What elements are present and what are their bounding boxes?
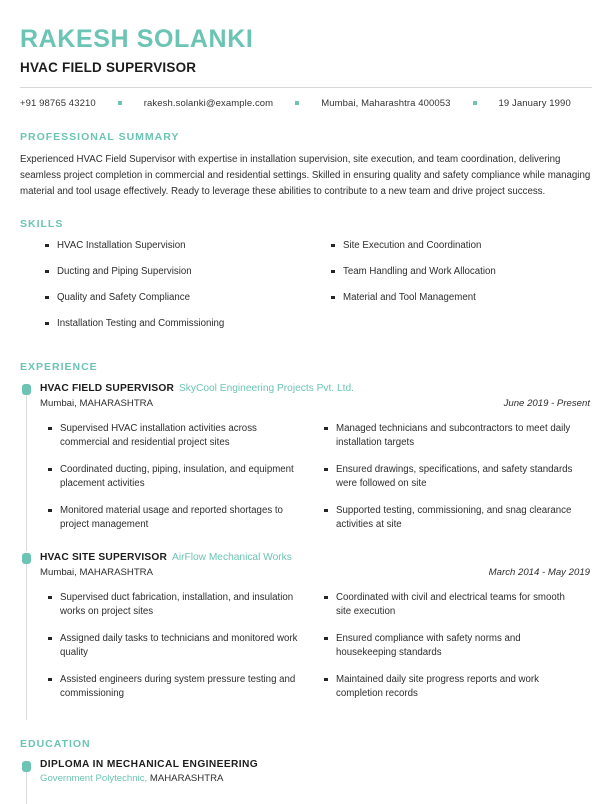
experience-timeline	[20, 382, 592, 720]
contact-email[interactable]: rakesh.solanki@example.com	[143, 97, 274, 109]
contact-row	[20, 98, 592, 113]
section-title-professional-summary: PROFESSIONAL SUMMARY	[20, 130, 180, 143]
list-item: Ensured drawings, specifications, and safety standards were followed on site	[324, 463, 592, 491]
education-timeline	[20, 759, 592, 804]
skills-column-left	[20, 239, 306, 343]
section-professional-summary	[20, 131, 592, 200]
experience-role-line	[40, 551, 592, 565]
experience-role: HVAC FIELD SUPERVISOR	[40, 382, 175, 394]
section-education	[20, 738, 592, 804]
list-item: Quality and Safety Compliance	[45, 291, 306, 305]
education-degree: DIPLOMA IN MECHANICAL ENGINEERING	[40, 759, 259, 771]
candidate-job-title: HVAC FIELD SUPERVISOR	[20, 59, 197, 75]
timeline-marker-icon	[22, 384, 31, 395]
list-item: Site Execution and Coordination	[331, 239, 592, 253]
skills-list-left	[20, 239, 306, 331]
experience-meta-row	[40, 398, 592, 409]
list-item: Coordinated with civil and electrical teams for smooth site execution	[324, 591, 592, 619]
list-item: Ducting and Piping Supervision	[45, 265, 306, 279]
list-item: Assisted engineers during system pressure testing and commissioning	[48, 673, 316, 701]
resume-header	[20, 26, 592, 113]
list-item: Team Handling and Work Allocation	[331, 265, 592, 279]
skills-list-right	[306, 239, 592, 305]
contact-phone: +91 98765 43210	[20, 97, 96, 109]
experience-dates: June 2019 - Present	[503, 397, 590, 409]
experience-bullets-left	[40, 591, 316, 714]
experience-dates: March 2014 - May 2019	[488, 566, 590, 578]
section-skills	[20, 218, 592, 343]
list-item: Assigned daily tasks to technicians and monitored work quality	[48, 632, 316, 660]
candidate-name: RAKESH SOLANKI	[20, 25, 254, 53]
list-item: Supervised HVAC installation activities across commercial and residential project sites	[48, 422, 316, 450]
section-title-experience: EXPERIENCE	[20, 360, 98, 373]
list-item: Managed technicians and subcontractors to meet daily installation targets	[324, 422, 592, 450]
experience-company: SkyCool Engineering Projects Pvt. Ltd.	[179, 382, 354, 394]
contact-separator-dot-icon	[118, 101, 122, 105]
timeline-marker-icon	[22, 553, 31, 564]
experience-list-right	[316, 422, 592, 532]
timeline-marker-icon	[22, 761, 31, 772]
experience-bullets-right	[316, 422, 592, 545]
list-item: Supervised duct fabrication, installation, and insulation works on project sites	[48, 591, 316, 619]
list-item: Coordinated ducting, piping, insulation, and equipment placement activities	[48, 463, 316, 491]
experience-bullets-left	[40, 422, 316, 545]
education-entry	[20, 759, 592, 804]
professional-summary-text: Experienced HVAC Field Supervisor with expertise in installation supervision, site execution, and team coordination, delivering seamless project completion in commercial and residential settings. Skilled in ensuring quality and safety compliance while managing material and tool usage effectively. Ready to leverage these abilities to contribute to a new team and drive project success.	[20, 153, 591, 197]
timeline-line	[26, 389, 27, 551]
education-location: MAHARASHTRA	[149, 773, 224, 785]
education-subline	[40, 773, 592, 784]
section-experience	[20, 361, 592, 720]
section-title-skills: SKILLS	[20, 217, 64, 230]
skills-column-right	[306, 239, 592, 343]
experience-entry	[20, 382, 592, 551]
experience-list-right	[316, 591, 592, 701]
list-item: Installation Testing and Commissioning	[45, 317, 306, 331]
header-divider	[20, 87, 592, 88]
experience-list-left	[40, 591, 316, 701]
experience-bullets-right	[316, 591, 592, 714]
list-item: Maintained daily site progress reports and work completion records	[324, 673, 592, 701]
experience-location: Mumbai, MAHARASHTRA	[40, 397, 154, 409]
contact-separator-dot-icon	[295, 101, 299, 105]
experience-company: AirFlow Mechanical Works	[172, 551, 292, 563]
experience-bullet-columns	[40, 591, 592, 714]
experience-bullet-columns	[40, 422, 592, 545]
skills-columns	[20, 239, 592, 343]
education-school: Government Polytechnic,	[40, 773, 148, 785]
list-item: Material and Tool Management	[331, 291, 592, 305]
experience-list-left	[40, 422, 316, 532]
experience-meta-row	[40, 567, 592, 578]
contact-date-of-birth: 19 January 1990	[498, 97, 571, 109]
list-item: HVAC Installation Supervision	[45, 239, 306, 253]
experience-role-line	[40, 382, 592, 396]
section-title-education: EDUCATION	[20, 738, 91, 751]
experience-location: Mumbai, MAHARASHTRA	[40, 566, 154, 578]
list-item: Ensured compliance with safety norms and housekeeping standards	[324, 632, 592, 660]
contact-separator-dot-icon	[473, 101, 477, 105]
experience-entry	[20, 551, 592, 720]
contact-location: Mumbai, Maharashtra 400053	[321, 97, 451, 109]
list-item: Monitored material usage and reported shortages to project management	[48, 504, 316, 532]
timeline-line	[26, 558, 27, 720]
list-item: Supported testing, commissioning, and snag clearance activities at site	[324, 504, 592, 532]
experience-role: HVAC SITE SUPERVISOR	[40, 551, 168, 563]
